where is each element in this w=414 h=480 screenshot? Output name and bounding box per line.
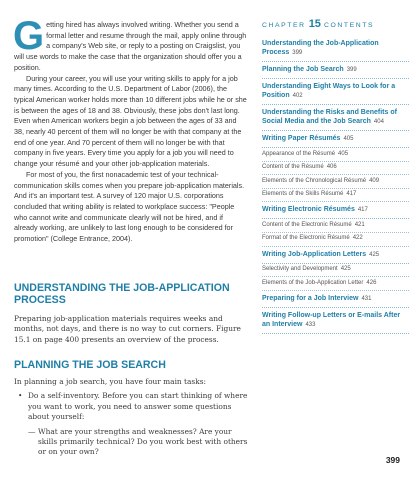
sub-dash: —	[28, 426, 36, 436]
toc-entry-page: 405	[338, 150, 349, 157]
toc-entry-page: 422	[352, 235, 363, 242]
toc-entry-page: 421	[354, 221, 365, 228]
chapter-number: 15	[308, 18, 321, 30]
toc-entry[interactable]	[262, 62, 409, 79]
toc-entry[interactable]	[262, 308, 409, 334]
toc-entry[interactable]	[262, 105, 409, 131]
toc-entry-page: 399	[292, 50, 303, 56]
toc-entry[interactable]	[262, 291, 409, 308]
chapter-contents-header	[262, 18, 414, 30]
chapter-word: CHAPTER	[262, 22, 306, 29]
bullet-item	[14, 391, 248, 422]
section-intro: In planning a job search, you have four main tasks:	[14, 377, 206, 386]
toc-entry-title: Content of the Résumé	[262, 164, 324, 171]
toc-entry-page: 406	[326, 164, 337, 171]
bullet-text: Do a self-inventory. Before you can start thinking of where you want to work, you need to answer some questions about yourself:	[28, 391, 248, 422]
toc-entry[interactable]	[262, 36, 409, 62]
toc-entry[interactable]	[262, 202, 409, 219]
toc-entry-page: 402	[292, 93, 303, 99]
toc-entry-title: Elements of the Skills Résumé	[262, 191, 344, 198]
toc-entry-page: 417	[346, 191, 357, 198]
toc-subentry[interactable]	[262, 219, 409, 233]
toc-entry-page: 405	[343, 136, 354, 142]
toc-entry-page: 417	[357, 207, 368, 214]
heading-line-1: UNDERSTANDING THE JOB-APPLICATION	[14, 282, 230, 294]
toc-subentry[interactable]	[262, 175, 409, 189]
contents-word: CONTENTS	[323, 22, 375, 29]
toc-entry-title: Content of the Electronic Résumé	[262, 221, 352, 228]
toc-subentry[interactable]	[262, 162, 409, 176]
toc-entry-title: Elements of the Job-Application Letter	[262, 279, 364, 286]
toc-entry-title: Selectivity and Development	[262, 266, 338, 273]
section-heading	[14, 282, 248, 306]
toc-entry-page: 399	[346, 67, 357, 73]
toc-entry-page: 426	[366, 279, 377, 286]
intro-paragraph-1: etting hired has always involved writing. Whether you send a formal letter and resume through the mail, apply online through a company's Web site, or reply to a posting on Craigslist, you will use words to make the case that the organization should offer you a position.	[14, 20, 247, 72]
section-planning-job-search	[14, 359, 248, 458]
bullet-dot: •	[18, 391, 23, 401]
toc-entry-page: 425	[340, 266, 351, 273]
toc-entry-title: Understanding the Job-Application Process	[262, 40, 379, 56]
toc-subentry[interactable]	[262, 264, 409, 278]
intro-paragraph-2: During your career, you will use your writing skills to apply for a job many times. According to the U.S. Department of Labor (2006), the typical American worker holds more than 10 different jobs while he or she is between the ages of 18 and 38. Obviously, these jobs don't last long. Even when American workers begin a job between the ages of 33 and 38, nearly 40 percent of them will no longer be with that company at the end of one year. And 70 percent of them will no longer be with that company in five years. Every time you apply for a job you will need to change your résumé and your other job-application materials.	[14, 73, 247, 169]
toc-entry-title: Understanding the Risks and Benefits of Social Media and the Job Search	[262, 109, 397, 125]
toc-entry[interactable]	[262, 131, 409, 148]
drop-cap: G	[13, 14, 45, 58]
toc-entry-title: Format of the Electronic Résumé	[262, 235, 350, 242]
toc-subentry[interactable]	[262, 233, 409, 247]
toc-subentry[interactable]	[262, 277, 409, 291]
toc-entry-page: 409	[369, 177, 380, 184]
toc-subentry[interactable]	[262, 189, 409, 203]
table-of-contents	[262, 36, 409, 334]
section-body	[14, 377, 248, 458]
toc-subentry[interactable]	[262, 148, 409, 162]
toc-entry-title: Writing Follow-up Letters or E-mails After an Interview	[262, 311, 401, 328]
section-body: Preparing job-application materials requires weeks and months, not days, and there is no way to cut corners. Figure 15.1 on page 400 presents an overview of the process.	[14, 314, 241, 344]
toc-entry-page: 425	[369, 251, 380, 258]
toc-entry-title: Writing Electronic Résumés	[262, 206, 355, 214]
toc-entry-title: Understanding Eight Ways to Look for a Position	[262, 83, 396, 99]
section-heading: PLANNING THE JOB SEARCH	[14, 359, 166, 371]
toc-entry-page: 433	[305, 321, 316, 328]
sub-item	[14, 427, 248, 458]
sub-text: What are your strengths and weaknesses? Are your skills primarily technical? Do you work best with others or on your own?	[38, 426, 248, 457]
toc-entry-title: Elements of the Chronological Résumé	[262, 177, 367, 184]
toc-entry-title: Appearance of the Résumé	[262, 150, 336, 157]
toc-entry-page: 404	[373, 119, 384, 125]
toc-entry[interactable]	[262, 247, 409, 264]
toc-entry-title: Writing Job-Application Letters	[262, 250, 367, 258]
toc-entry-title: Writing Paper Résumés	[262, 135, 341, 142]
toc-entry-title: Planning the Job Search	[262, 66, 344, 73]
toc-entry[interactable]	[262, 79, 409, 105]
toc-entry-title: Preparing for a Job Interview	[262, 294, 359, 302]
intro-text	[13, 14, 248, 245]
page-number: 399	[385, 455, 400, 465]
section-job-application-process	[14, 282, 248, 345]
toc-entry-page: 431	[361, 295, 372, 302]
intro-paragraph-3: For most of you, the first nonacademic test of your technical-communication skills comes when you prepare job-application materials. And it's an important test. A survey of 120 major U.S. corporations concluded that writing ability is related to workplace success: "People who cannot write and communicate clearly will not be hired, and if already working, are unlikely to last long enough to be considered for promotion" (College Entrance, 2004).	[14, 169, 245, 244]
heading-line-2: PROCESS	[14, 294, 66, 306]
